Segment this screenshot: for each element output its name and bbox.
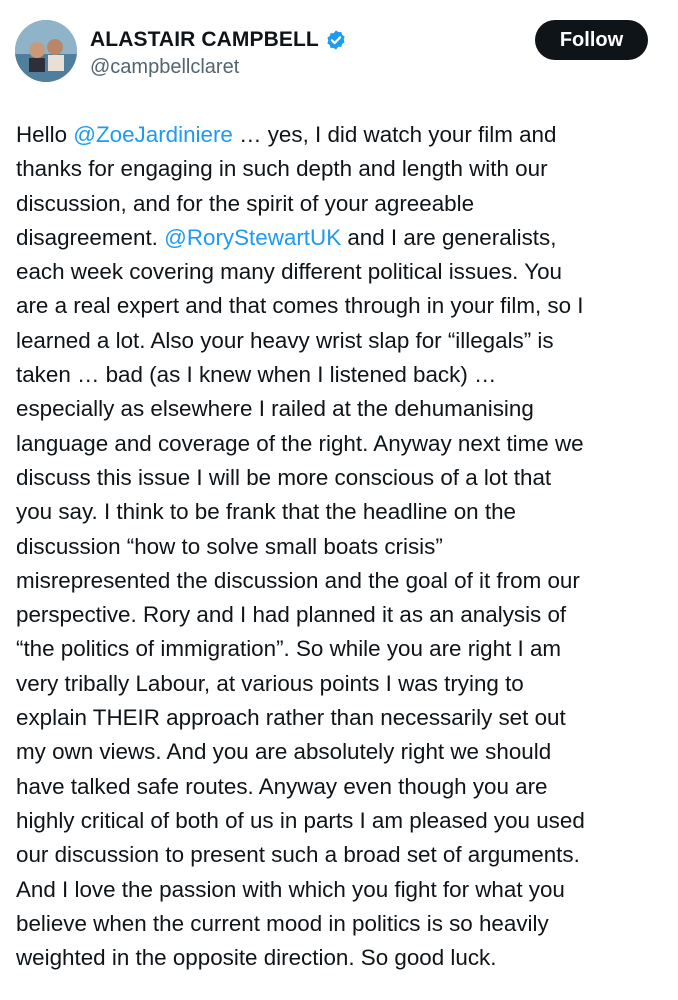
tweet-text-line [16, 427, 664, 461]
tweet-text-line [16, 392, 664, 426]
tweet-text-line [16, 838, 664, 872]
tweet-text-line [16, 324, 664, 358]
tweet-text-line [16, 804, 664, 838]
tweet-text-line [16, 118, 664, 152]
tweet-text-line [16, 701, 664, 735]
author-handle[interactable]: @campbellclaret [90, 56, 240, 78]
tweet-text-segment: each week covering many different political issues. You [16, 259, 562, 285]
tweet-text-line [16, 221, 664, 255]
tweet-text-line [16, 941, 664, 975]
tweet-text-segment: especially as elsewhere I railed at the dehumanising [16, 396, 534, 422]
tweet-text-segment: … yes, I did watch your film and [232, 122, 557, 147]
tweet-text-line [16, 564, 664, 598]
avatar-photo [15, 20, 77, 82]
tweet-text-line [16, 187, 664, 221]
author-display-name[interactable]: ALASTAIR CAMPBELL [90, 28, 319, 51]
tweet-text-segment: our discussion to present such a broad set of arguments. [16, 842, 580, 868]
tweet-text-segment: misrepresented the discussion and the goal of it from our [16, 567, 580, 593]
tweet-text-segment: taken … bad (as I knew when I listened back) … [16, 362, 497, 388]
tweet-text-segment: And I love the passion with which you fight for what you [16, 876, 565, 902]
tweet-text-segment: thanks for engaging in such depth and length with our [16, 156, 548, 182]
tweet-text-segment: highly critical of both of us in parts I am pleased you used [16, 807, 585, 833]
tweet-text-line [16, 735, 664, 769]
tweet-text-line [16, 358, 664, 392]
tweet-text-line [16, 907, 664, 941]
author-name-row [90, 28, 347, 52]
tweet-text-segment: perspective. Rory and I had planned it as an analysis of [16, 602, 567, 628]
tweet-text-segment: believe when the current mood in politics is so heavily [16, 910, 549, 936]
tweet-text-line [16, 598, 664, 632]
tweet-text-line [16, 530, 664, 564]
tweet-text-segment: very tribally Labour, at various points I was trying to [16, 670, 524, 696]
tweet-text-segment: Hello [16, 122, 74, 147]
tweet-text-segment: language and coverage of the right. Anyway next time we [16, 430, 584, 456]
tweet-text-segment: weighted in the opposite direction. So good luck. [16, 945, 497, 971]
tweet-text-line [16, 632, 664, 666]
tweet-header [0, 0, 678, 100]
tweet-text-segment: you say. I think to be frank that the headline on the [16, 499, 516, 525]
tweet-text-line [16, 495, 664, 529]
tweet-text-segment: my own views. And you are absolutely right we should [16, 739, 552, 765]
mention-link[interactable]: @RoryStewartUK [164, 224, 342, 250]
tweet-text-line [16, 873, 664, 907]
tweet-text-segment: disagreement. [16, 224, 165, 250]
tweet-text-segment: have talked safe routes. Anyway even though you are [16, 773, 548, 799]
tweet-text-line [16, 461, 664, 495]
tweet-text-line [16, 289, 664, 323]
tweet-text-line [16, 255, 664, 289]
tweet-text [16, 118, 664, 975]
follow-button[interactable]: Follow [535, 20, 648, 60]
tweet-text-segment: and I are generalists, [341, 224, 557, 250]
tweet-text-line [16, 152, 664, 186]
tweet-text-segment: “the politics of immigration”. So while you are right I am [16, 636, 562, 662]
tweet-text-segment: discuss this issue I will be more conscious of a lot that [16, 464, 552, 490]
avatar[interactable] [15, 20, 77, 82]
tweet-text-line [16, 667, 664, 701]
tweet-text-segment: discussion, and for the spirit of your agreeable [16, 190, 475, 216]
mention-link[interactable]: @ZoeJardiniere [73, 122, 233, 147]
verified-badge-icon [325, 29, 347, 51]
tweet-text-segment: explain THEIR approach rather than necessarily set out [16, 705, 566, 731]
tweet-text-line [16, 770, 664, 804]
tweet-text-segment: discussion “how to solve small boats crisis” [16, 533, 443, 559]
tweet-text-segment: are a real expert and that comes through in your film, so I [16, 293, 584, 319]
tweet-text-segment: learned a lot. Also your heavy wrist slap for “illegals” is [16, 327, 554, 353]
